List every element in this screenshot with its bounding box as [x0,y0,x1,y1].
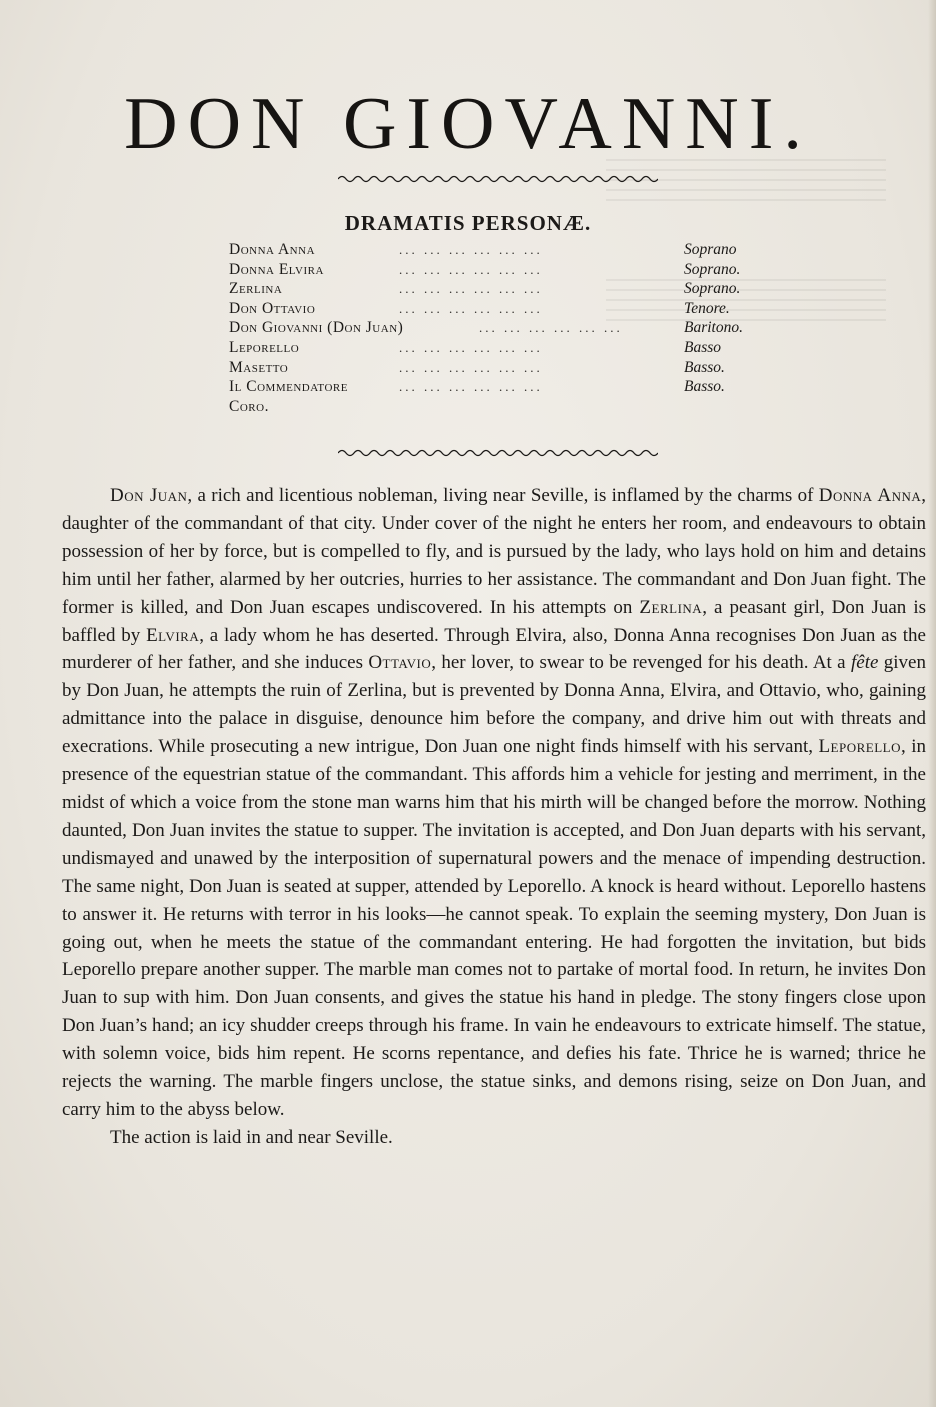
synopsis-paragraph [62,482,926,1124]
cast-heading: DRAMATIS PERSONÆ. [344,211,592,235]
cast-role: Leporello [229,338,300,356]
cast-row [229,318,789,338]
character-name: Donna Anna [818,485,922,506]
character-name: Don Juan [110,485,188,506]
synopsis-text: , her lover, to swear to be revenged for his death. At a [431,652,851,674]
dot-leader: ... ... ... ... ... ... [479,320,623,336]
cast-list [229,240,789,416]
synopsis-text: , in presence of the equestrian statue of the commandant. This affords him a vehicle for jesting and merriment, in the midst of which a voice from the stone man warns him that his mirth will be changed before the morrow. Nothing daunted, Don Juan invites the statue to supper. The invitation is accepted, and Don Juan departs with his servant, undismayed and unawed by the interposition of supernatural powers and the menace of impending destruction. The same night, Don Juan is seated at supper, attended by Leporello. A knock is heard without. Leporello hastens to answer it. He returns with terror in his looks—he cannot speak. To explain the seeming mystery, Don Juan is going out, when he meets the statue of the commandant entering. He had forgotten the invitation, but bids Leporello prepare another supper. The marble man comes not to partake of mortal food. In return, he invites Don Juan to sup with him. Don Juan consents, and gives the statue his hand in pledge. The stony fingers close upon Don Juan’s hand; an icy shudder creeps through his frame. In vain he endeavours to extricate himself. The statue, with solemn voice, bids him repent. He scorns repentance, and defies his fate. Thrice he is warned; thrice he rejects the warning. The marble fingers unclose, the statue sinks, and demons rising, seize on Don Juan, and carry him to the abyss below. [62,736,926,1120]
cast-row [229,240,789,260]
cast-role: Don Giovanni (Don Juan) [229,319,404,337]
italic-word: fête [850,652,879,674]
cast-role: Masetto [229,358,289,376]
decorative-flourish-bottom [338,446,658,460]
cast-row [229,299,789,319]
cast-voice: Soprano. [684,260,741,278]
character-name: Leporello [818,736,901,758]
cast-role: Il Commendatore [229,378,348,396]
dot-leader: ... ... ... ... ... ... [399,261,543,277]
cast-row [229,358,789,378]
cast-row [229,279,789,299]
cast-role: Zerlina [229,280,283,298]
synopsis [62,482,926,1152]
cast-voice: Basso. [684,358,725,376]
cast-voice: Basso [684,338,722,356]
dot-leader: ... ... ... ... ... ... [399,379,543,395]
page-edge-shadow [928,0,936,1407]
dot-leader: ... ... ... ... ... ... [399,242,543,257]
cast-role: Donna Elvira [229,260,324,278]
cast-role: Coro. [229,397,269,415]
cast-voice: Baritono. [684,319,743,337]
page-title: DON GIOVANNI. [124,83,812,165]
synopsis-text: given by Don Juan, he attempts the ruin of Zerlina, but is prevented by Donna Anna, Elvira, and Ottavio, who, gaining admittance into the palace in disguise, denounce him before the company, and drive him out with threats and execrations. While prosecuting a new intrigue, Don Juan one night finds himself with his servant, [62,652,926,758]
dot-leader: ... ... ... ... ... ... [399,300,543,316]
cast-row [229,338,789,358]
character-name: Elvira [146,624,200,646]
synopsis-text: , daughter of the commandant of that city. Under cover of the night he enters her room, and endeavours to obtain possession of her by force, but is compelled to fly, and is pursued by the lady, who lays hold on him and detains him until her father, alarmed by her outcries, hurries to her assistance. The commandant and Don Juan fight. The former is killed, and Don Juan escapes undiscovered. In his attempts on [62,485,926,618]
character-name: Zerlina [639,596,703,618]
cast-voice: Soprano [684,241,737,258]
synopsis-paragraph: The action is laid in and near Seville. [110,1126,393,1148]
dot-leader: ... ... ... ... ... ... [399,281,543,297]
cast-row [229,377,789,397]
dot-leader: ... ... ... ... ... ... [399,339,543,355]
cast-row [229,260,789,280]
cast-voice: Basso. [684,378,725,396]
dot-leader: ... ... ... ... ... ... [399,359,543,375]
synopsis-text: , a peasant girl, Don Juan is baffled by [62,596,927,646]
synopsis-text: , a lady whom he has deserted. Through Elvira, also, Donna Anna recognises Don Juan as the murderer of her father, and she induces [62,624,926,674]
cast-voice: Soprano. [684,280,741,298]
cast-role: Don Ottavio [229,299,316,317]
synopsis-text: , a rich and licentious nobleman, living near Seville, is inflamed by the charms of [187,485,819,506]
cast-role: Donna Anna [229,241,316,258]
character-name: Ottavio [368,652,432,674]
cast-row [229,397,789,417]
decorative-flourish-top [338,172,658,186]
cast-voice: Tenore. [684,299,730,317]
